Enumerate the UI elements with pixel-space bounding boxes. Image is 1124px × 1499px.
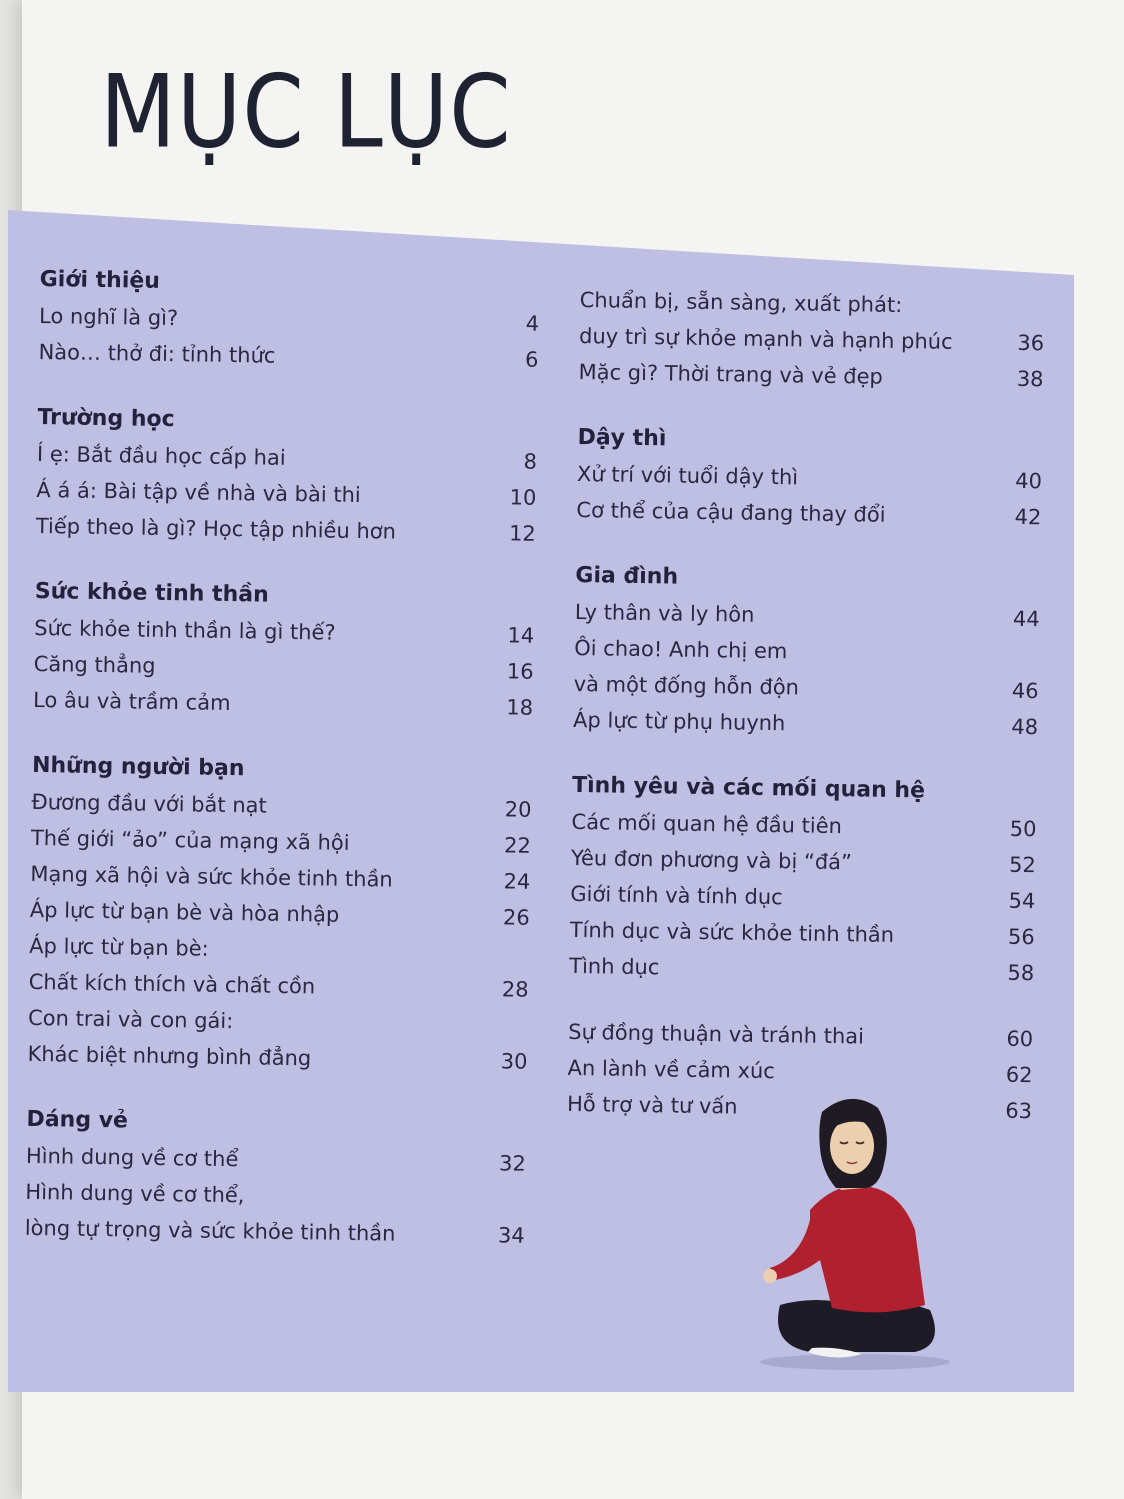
entry-title: Mạng xã hội và sức khỏe tinh thần: [30, 861, 393, 892]
toc-section: [36, 400, 538, 552]
toc-entry: [36, 508, 537, 552]
shadow: [760, 1354, 950, 1370]
page-number: 60: [1006, 1026, 1034, 1052]
toc-section: [576, 420, 1043, 535]
page-number: 4: [525, 311, 540, 336]
page-number: 54: [1008, 888, 1036, 914]
page-number: 20: [504, 797, 532, 822]
meditating-girl-illustration: [740, 1090, 970, 1380]
page-number: 58: [1007, 960, 1035, 986]
entry-title: Chuẩn bị, sẵn sàng, xuất phát:: [579, 287, 903, 318]
entry-title: Lo nghĩ là gì?: [38, 303, 179, 331]
page-number: 42: [1014, 504, 1042, 530]
entry-title: Các mối quan hệ đầu tiên: [571, 809, 843, 839]
toc-entry: [576, 492, 1042, 535]
page-number: [999, 655, 1039, 656]
page-number: 50: [1009, 816, 1037, 842]
page-number: 8: [523, 449, 538, 474]
page-number: 26: [502, 905, 530, 930]
entry-title: Con trai và con gái:: [27, 1005, 234, 1034]
toc-section: [25, 1102, 527, 1254]
entry-title: Sự đồng thuận và tránh thai: [568, 1019, 865, 1049]
entry-title: và một đống hỗn độn: [573, 671, 800, 700]
section-heading: Dậy thì: [577, 424, 667, 452]
section-heading: Trường học: [37, 404, 175, 433]
entry-title: Hình dung về cơ thể: [25, 1143, 239, 1172]
section-heading: Dáng vẻ: [26, 1106, 129, 1134]
entry-title: Chất kích thích và chất cồn: [28, 969, 316, 999]
entry-title: Nào… thở đi: tỉnh thức: [38, 339, 276, 368]
page-number: [489, 953, 529, 954]
entry-title: Xử trí với tuổi dậy thì: [576, 461, 799, 490]
entry-title: Hình dung về cơ thể,: [25, 1179, 245, 1208]
entry-title: Áp lực từ bạn bè:: [29, 933, 209, 961]
page-number: 34: [497, 1223, 525, 1248]
toc-entry: [27, 1036, 528, 1080]
entry-title: Yêu đơn phương và bị “đá”: [570, 845, 853, 875]
toc-left-column: [24, 262, 540, 1284]
entry-title: Sức khỏe tinh thần là gì thế?: [34, 615, 336, 645]
hand: [763, 1269, 777, 1283]
entry-title: duy trì sự khỏe mạnh và hạnh phúc: [578, 323, 953, 354]
entry-title: Thế giới “ảo” của mạng xã hội: [30, 825, 350, 855]
toc-section: [33, 574, 535, 726]
entry-title: Tình dục: [569, 953, 660, 980]
red-sweater: [770, 1186, 925, 1313]
page-number: 48: [1011, 714, 1039, 740]
page-title: MỤC LỤC: [100, 52, 512, 171]
entry-title: Hỗ trợ và tư vấn: [566, 1091, 738, 1119]
toc-section: [38, 262, 540, 378]
page-number: 62: [1005, 1062, 1033, 1088]
page-number: 16: [506, 659, 534, 684]
page-number: 44: [1012, 606, 1040, 632]
section-heading: Gia đình: [575, 562, 679, 590]
toc-right-column: [566, 282, 1045, 1159]
toc-section: [569, 768, 1037, 991]
toc-section: [578, 282, 1045, 397]
page-number: 46: [1011, 678, 1039, 704]
entry-title: lòng tự trọng và sức khỏe tinh thần: [24, 1215, 396, 1246]
toc-entry: [573, 702, 1039, 745]
entry-title: Cơ thể của cậu đang thay đổi: [576, 497, 886, 527]
entry-title: Mặc gì? Thời trang và vẻ đẹp: [578, 359, 884, 389]
page-number: 38: [1016, 366, 1044, 392]
page-number: [488, 1025, 528, 1026]
toc-entry: [38, 334, 539, 378]
page-number: [485, 1199, 525, 1200]
page-number: 6: [524, 347, 539, 372]
page-number: 52: [1008, 852, 1037, 878]
entry-title: Tính dục và sức khỏe tinh thần: [569, 917, 895, 948]
toc-entry: [33, 682, 534, 726]
page-number: 14: [507, 623, 535, 648]
page-number: 36: [1017, 330, 1045, 356]
entry-title: An lành về cảm xúc: [567, 1055, 776, 1084]
page-number: 40: [1015, 468, 1043, 494]
entry-title: Giới tính và tính dục: [570, 881, 783, 910]
toc-section: [27, 748, 532, 1080]
page-number: [1005, 307, 1045, 308]
page-number: 32: [498, 1151, 527, 1176]
page-number: 28: [501, 977, 529, 1002]
page-number: 56: [1007, 924, 1035, 950]
section-heading: Những người bạn: [31, 752, 245, 782]
page-number: 18: [506, 695, 534, 720]
page-number: 63: [1005, 1098, 1033, 1124]
toc-entry: [25, 1210, 526, 1254]
section-heading: Sức khỏe tinh thần: [34, 578, 269, 608]
entry-title: Khác biệt nhưng bình đẳng: [27, 1041, 312, 1071]
entry-title: Í ẹ: Bắt đầu học cấp hai: [36, 441, 286, 470]
section-heading: Tình yêu và các mối quan hệ: [571, 772, 926, 804]
entry-title: Căng thẳng: [33, 651, 156, 678]
page-number: 10: [509, 485, 537, 510]
face: [830, 1118, 874, 1174]
section-heading: Giới thiệu: [39, 266, 161, 294]
page-number: 24: [503, 869, 531, 894]
page-number: 12: [508, 521, 536, 546]
toc-entry: [569, 948, 1035, 991]
entry-title: Tiếp theo là gì? Học tập nhiều hơn: [35, 513, 397, 544]
entry-title: Ly thân và ly hôn: [574, 599, 755, 627]
entry-title: Áp lực từ phụ huynh: [572, 707, 786, 736]
entry-title: Đương đầu với bắt nạt: [31, 789, 267, 818]
page-number: 30: [500, 1049, 528, 1074]
entry-title: Á á á: Bài tập về nhà và bài thi: [36, 477, 361, 508]
entry-title: Ôi chao! Anh chị em: [574, 635, 788, 664]
page-number: 22: [503, 833, 532, 858]
entry-title: Áp lực từ bạn bè và hòa nhập: [29, 897, 340, 927]
toc-section: [573, 558, 1041, 745]
toc-entry: [578, 354, 1044, 397]
entry-title: Lo âu và trầm cảm: [32, 687, 231, 716]
